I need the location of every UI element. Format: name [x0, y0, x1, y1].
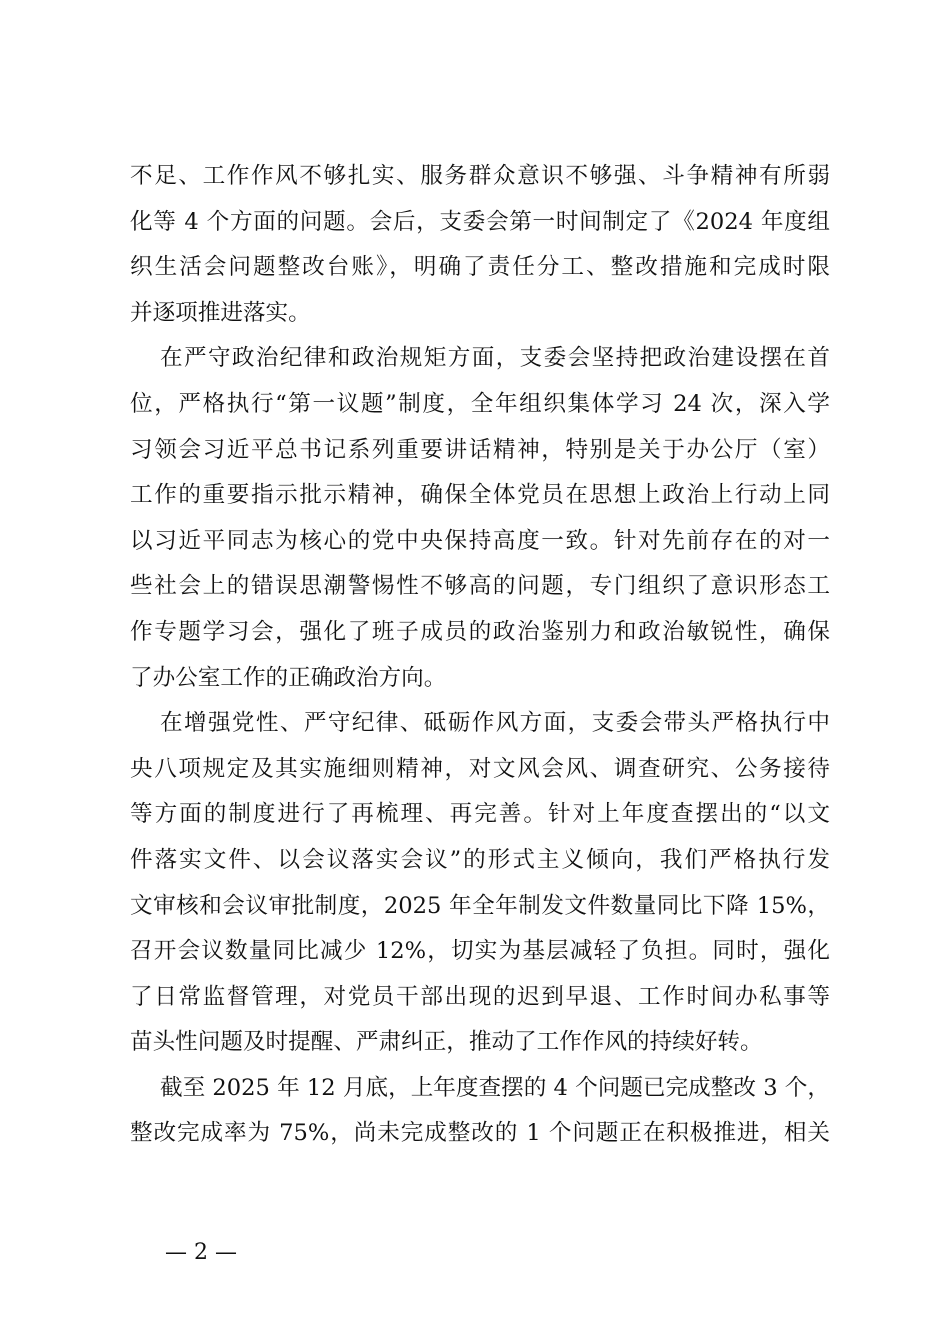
text-line: 截至 2025 年 12 月底，上年度查摆的 4 个问题已完成整改 3 个， — [160, 1074, 830, 1101]
paragraph-2 — [130, 336, 830, 701]
text-line: 召开会议数量同比减少 12%，切实为基层减轻了负担。同时，强化 — [130, 938, 830, 965]
text-line: 整改完成率为 75%，尚未完成整改的 1 个问题正在积极推进，相关 — [130, 1120, 830, 1147]
text-line: 了办公室工作的正确政治方向。 — [130, 664, 447, 691]
text-line: 位，严格执行“第一议题”制度，全年组织集体学习 24 次，深入学 — [130, 390, 830, 417]
text-line: 苗头性问题及时提醒、严肃纠正，推动了工作作风的持续好转。 — [130, 1029, 763, 1056]
text-line: 化等 4 个方面的问题。会后，支委会第一时间制定了《2024 年度组 — [130, 208, 830, 235]
text-line: 些社会上的错误思潮警惕性不够高的问题，专门组织了意识形态工 — [130, 573, 830, 600]
text-line: 文审核和会议审批制度，2025 年全年制发文件数量同比下降 15%， — [130, 892, 830, 919]
text-line: 织生活会问题整改台账》，明确了责任分工、整改措施和完成时限 — [130, 254, 830, 281]
text-line: 在增强党性、严守纪律、砥砺作风方面，支委会带头严格执行中 — [160, 710, 830, 737]
text-line: 并逐项推进落实。 — [130, 299, 311, 326]
text-line: 以习近平同志为核心的党中央保持高度一致。针对先前存在的对一 — [130, 527, 830, 554]
paragraph-4 — [130, 1066, 830, 1157]
text-line: 在严守政治纪律和政治规矩方面，支委会坚持把政治建设摆在首 — [160, 345, 830, 372]
text-line: 作专题学习会，强化了班子成员的政治鉴别力和政治敏锐性，确保 — [130, 618, 830, 645]
paragraph-3 — [130, 701, 830, 1066]
text-line: 不足、工作作风不够扎实、服务群众意识不够强、斗争精神有所弱 — [130, 163, 830, 189]
page-number: — 2 — — [165, 1240, 237, 1265]
text-line: 件落实文件、以会议落实会议”的形式主义倾向，我们严格执行发 — [130, 846, 830, 873]
text-line: 央八项规定及其实施细则精神，对文风会风、调查研究、公务接待 — [130, 755, 830, 782]
text-line: 工作的重要指示批示精神，确保全体党员在思想上政治上行动上同 — [130, 482, 830, 509]
text-line: 等方面的制度进行了再梳理、再完善。针对上年度查摆出的“以文 — [130, 801, 830, 828]
text-line: 习领会习近平总书记系列重要讲话精神，特别是关于办公厅（室） — [130, 436, 830, 463]
paragraph-1 — [130, 154, 830, 336]
text-line: 了日常监督管理，对党员干部出现的迟到早退、工作时间办私事等 — [130, 983, 830, 1010]
body-text — [130, 154, 830, 1157]
